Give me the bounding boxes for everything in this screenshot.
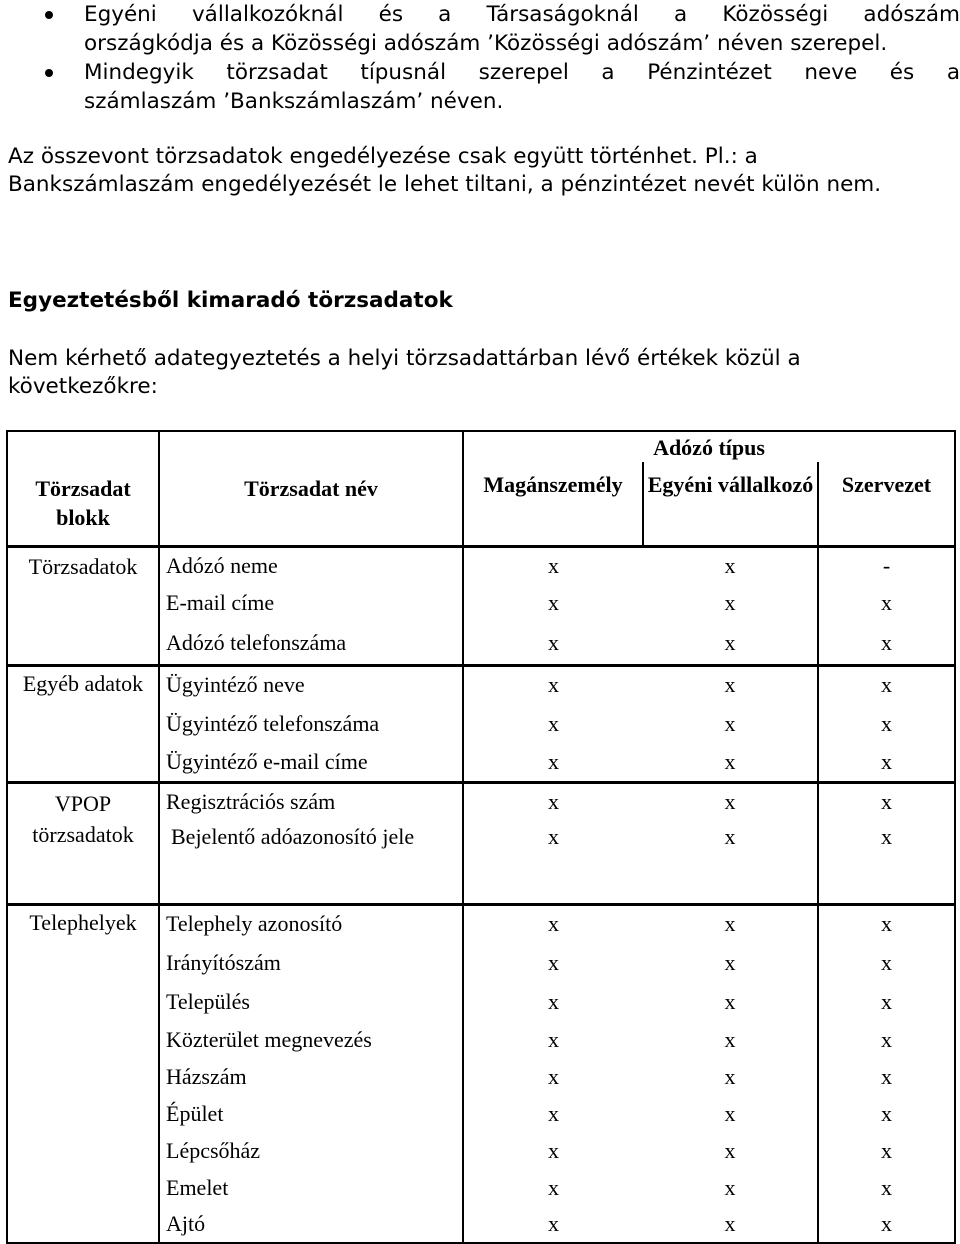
mark-cell: x bbox=[818, 943, 955, 982]
mark-cell: x bbox=[643, 1206, 818, 1243]
mark-cell: x bbox=[548, 1174, 559, 1200]
mark-cell: x bbox=[818, 1021, 955, 1058]
mark-cell: x bbox=[643, 1058, 818, 1095]
bullet-line: országkódja és a Közösségi adószám ’Közösségi adószám’ néven szerepel. bbox=[84, 31, 888, 56]
mark-cell: x bbox=[818, 665, 955, 703]
table-row bbox=[7, 665, 955, 703]
paragraph-line: Az összevont törzsadatok engedélyezése csak együtt történhet. Pl.: a bbox=[8, 144, 758, 169]
paragraph-line: Nem kérhető adategyeztetés a helyi törzsadattárban lévő értékek közül a bbox=[8, 346, 801, 371]
name-cell: Ügyintéző neve bbox=[159, 665, 463, 703]
paragraph-merged-data bbox=[8, 143, 948, 199]
mark-cell: x bbox=[463, 622, 643, 665]
mark-cell: x bbox=[643, 1169, 818, 1206]
mark-cell: x bbox=[548, 1026, 559, 1052]
name-cell: Ügyintéző telefonszáma bbox=[159, 703, 463, 744]
paragraph-intro bbox=[8, 345, 948, 401]
name-cell: Épület bbox=[159, 1095, 463, 1132]
name-cell: Közterület megnevezés bbox=[159, 1021, 463, 1058]
mark-cell: x bbox=[643, 904, 818, 943]
name-cell: Adózó neme bbox=[159, 546, 463, 584]
mark-cell: x bbox=[643, 820, 818, 904]
table-row bbox=[7, 546, 955, 584]
paragraph-line: következőkre: bbox=[8, 374, 158, 399]
mark-cell: x bbox=[643, 782, 818, 820]
mark-cell: x bbox=[548, 671, 559, 697]
bullet-list bbox=[0, 0, 960, 116]
bullet-item-bank-account bbox=[0, 58, 960, 116]
mark-cell: x bbox=[548, 988, 559, 1014]
section-heading: Egyeztetésből kimaradó törzsadatok bbox=[8, 288, 453, 313]
mark-cell: x bbox=[818, 904, 955, 943]
mark-cell: x bbox=[818, 1095, 955, 1132]
mark-cell: x bbox=[818, 782, 955, 820]
mark-cell: x bbox=[643, 1021, 818, 1058]
block-cell: VPOP törzsadatok bbox=[7, 782, 159, 904]
header-name: Törzsadat név bbox=[159, 431, 463, 546]
mark-cell: x bbox=[818, 1132, 955, 1169]
block-cell: Egyéb adatok bbox=[7, 665, 159, 782]
name-cell: Lépcsőház bbox=[159, 1132, 463, 1169]
mark-cell: x bbox=[463, 820, 643, 904]
header-sole-trader: Egyéni vállalkozó bbox=[643, 462, 818, 546]
mark-cell: x bbox=[548, 590, 559, 615]
table-row bbox=[7, 904, 955, 943]
mark-cell: x bbox=[643, 622, 818, 665]
header-block: Törzsadat blokk bbox=[7, 431, 159, 546]
name-cell: Ajtó bbox=[159, 1206, 463, 1243]
table-row bbox=[7, 782, 955, 820]
name-cell: Telephely azonosító bbox=[159, 904, 463, 943]
bullet-line: Egyéni vállalkozóknál és a Társaságoknál a Közösségi adószám bbox=[84, 2, 960, 27]
mark-cell: x bbox=[643, 744, 818, 782]
mark-cell: x bbox=[548, 788, 559, 814]
mark-cell: x bbox=[818, 584, 955, 622]
mark-cell: x bbox=[643, 943, 818, 982]
mark-cell: x bbox=[463, 1206, 643, 1243]
mark-cell: x bbox=[643, 1095, 818, 1132]
mark-cell: x bbox=[548, 710, 559, 736]
mark-cell: x bbox=[643, 665, 818, 703]
block-cell: Telephelyek bbox=[7, 904, 159, 1243]
header-taxpayer-type: Adózó típus bbox=[463, 431, 955, 462]
name-cell: Ügyintéző e-mail címe bbox=[159, 744, 463, 782]
paragraph-line: Bankszámlaszám engedélyezését le lehet tiltani, a pénzintézet nevét külön nem. bbox=[8, 172, 882, 197]
mark-cell: x bbox=[818, 1169, 955, 1206]
mark-cell: x bbox=[548, 949, 559, 975]
mark-cell: x bbox=[818, 744, 955, 782]
bullet-line: Mindegyik törzsadat típusnál szerepel a Pénzintézet neve és a bbox=[84, 60, 960, 85]
header-private-person: Magánszemély bbox=[463, 462, 643, 546]
mark-cell: x bbox=[643, 982, 818, 1021]
mark-cell: x bbox=[643, 703, 818, 744]
bullet-item-tax-number bbox=[0, 0, 960, 58]
block-cell: Törzsadatok bbox=[7, 546, 159, 665]
mark-cell: x bbox=[818, 1058, 955, 1095]
master-data-table bbox=[6, 430, 956, 1244]
mark-cell: x bbox=[643, 546, 818, 584]
name-cell: Adózó telefonszáma bbox=[159, 622, 463, 665]
mark-cell: x bbox=[548, 1137, 559, 1163]
mark-cell: x bbox=[818, 703, 955, 744]
bullet-dot-icon bbox=[45, 11, 53, 19]
mark-cell: x bbox=[643, 584, 818, 622]
name-cell: Település bbox=[159, 982, 463, 1021]
mark-cell: x bbox=[818, 820, 955, 904]
mark-cell: x bbox=[643, 1132, 818, 1169]
bullet-line: számlaszám ’Bankszámlaszám’ néven. bbox=[84, 89, 504, 114]
bullet-dot-icon bbox=[45, 69, 53, 77]
name-cell: Irányítószám bbox=[159, 943, 463, 982]
mark-cell: x bbox=[818, 622, 955, 665]
mark-cell: x bbox=[463, 744, 643, 782]
name-cell: Emelet bbox=[159, 1169, 463, 1206]
name-cell: E-mail címe bbox=[159, 584, 463, 622]
name-cell: Regisztrációs szám bbox=[159, 782, 463, 820]
mark-cell: x bbox=[548, 1063, 559, 1089]
name-cell: Bejelentő adóazonosító jele bbox=[159, 820, 463, 904]
mark-cell: x bbox=[548, 552, 559, 578]
name-cell: Házszám bbox=[159, 1058, 463, 1095]
header-organization: Szervezet bbox=[818, 462, 955, 546]
mark-cell: x bbox=[548, 1100, 559, 1126]
mark-cell: x bbox=[548, 911, 559, 937]
mark-cell: - bbox=[818, 546, 955, 584]
mark-cell: x bbox=[818, 1206, 955, 1243]
mark-cell: x bbox=[818, 982, 955, 1021]
